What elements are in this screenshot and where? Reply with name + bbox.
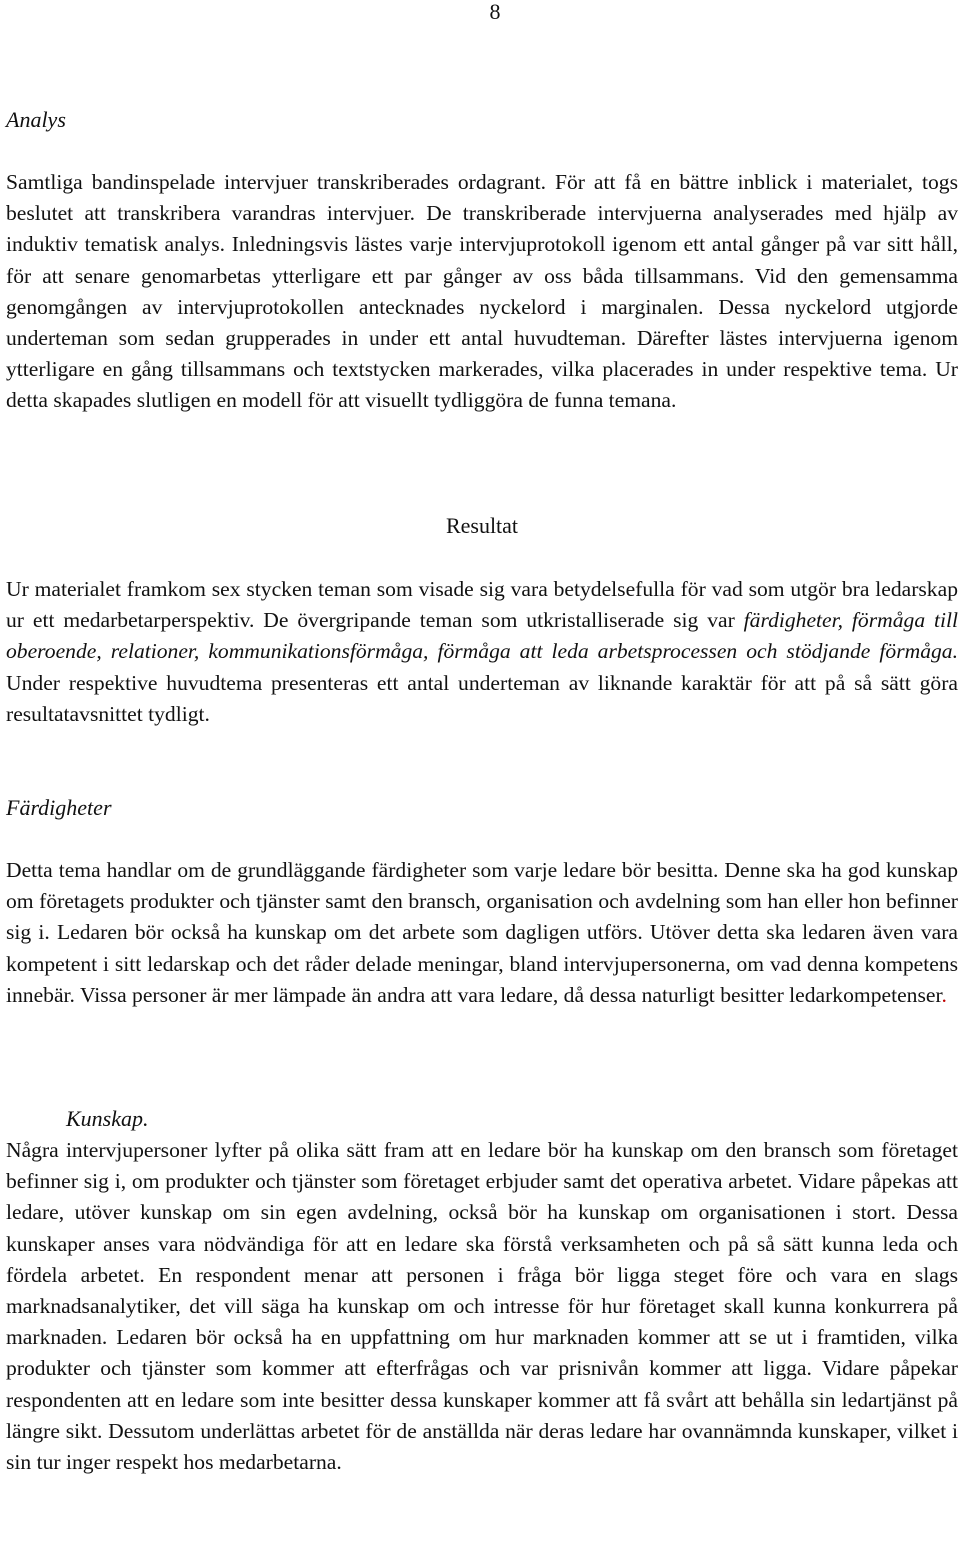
fardigheter-text: Detta tema handlar om de grundläggande färdigheter som varje ledare bör besitta. Denne ska ha god kunskap om företagets produkter och tjänster samt den bransch, organisation och avdelning som han eller hon befinner sig i. Ledaren bör också ha kunskap om det arbete som dagligen utförs. Utöver detta ska ledaren även vara kompetent i sitt ledarskap och det råder delade meningar, bland intervjupersonerna, om vad denna kompetens innebär. Vissa personer är mer lämpade än andra att vara ledare, då dessa naturligt besitter ledarkompetenser bbox=[6, 858, 958, 1007]
fardigheter-trailing-dot: . bbox=[941, 982, 947, 1007]
heading-analys: Analys bbox=[6, 107, 66, 132]
paragraph-resultat bbox=[6, 574, 958, 730]
paragraph-fardigheter bbox=[6, 855, 958, 1011]
resultat-text-end: Under respektive huvudtema presenteras ett antal underteman av liknande karaktär för att på så sätt göra resultatavsnittet tydligt. bbox=[6, 670, 958, 726]
heading-resultat-text: Resultat bbox=[445, 513, 519, 538]
page-number: 8 bbox=[489, 0, 501, 24]
paragraph-analys: Samtliga bandinspelade intervjuer transkriberades ordagrant. För att få en bättre inblick i materialet, togs beslutet att transkribera varandras intervjuer. De transkriberade intervjuerna analyserades med hjälp av induktiv tematisk analys. Inledningsvis lästes varje intervjuprotokoll igenom ett antal gånger på var sitt håll, för att senare genomarbetas ytterligare ett par gånger av oss båda tillsammans. Vid den gemensamma genomgången av intervjuprotokollen antecknades nyckelord i marginalen. Dessa nyckelord utgjorde underteman som sedan grupperades in under ett antal huvudteman. Därefter lästes intervjuerna igenom ytterligare en gång tillsammans och textstycken markerades, vilka placerades in under respektive tema. Ur detta skapades slutligen en modell för att visuellt tydliggöra de funna temana. bbox=[6, 170, 958, 413]
resultat-text-start: Ur materialet framkom sex stycken teman som visade sig vara betydelsefulla för vad som utgör bra ledarskap ur ett medarbetarperspektiv. De övergripande teman som utkristalliserade sig var bbox=[6, 577, 958, 633]
heading-resultat bbox=[6, 512, 958, 540]
paragraph-kunskap: Några intervjupersoner lyfter på olika sätt fram att en ledare bör ha kunskap om den bransch som företaget befinner sig i, om produkter och tjänster som företaget erbjuder samt det operativa arbetet. Vidare påpekas att ledare, utöver kunskap om sin egen avdelning, också bör ha kunskap om organisationen i stort. Dessa kunskaper anses vara nödvändiga för att en ledare ska förstå verksamheten och på så sätt kunna leda och fördela arbetet. En respondent menar att personen i fråga bör ligga steget före och vara en slags marknadsanalytiker, det vill säga ha kunskap om och intresse för hur företaget skall kunna konkurrera på marknaden. Ledaren bör också ha en uppfattning om hur marknaden kommer att se ut i framtiden, vilka produkter och tjänster som kommer att efterfrågas och var prisnivån kommer att ligga. Vidare påpekar respondenten att en ledare som inte besitter dessa kunskaper kommer att få svårt att behålla sin ledartjänst på längre sikt. Dessutom underlättas arbetet för de anställda när deras ledare har ovannämnda kunskaper, vilket i sin tur inger respekt hos medarbetarna. bbox=[6, 1138, 958, 1475]
heading-fardigheter: Färdigheter bbox=[6, 795, 112, 820]
resultat-themes-italic: färdigheter, förmåga till oberoende, relationer, kommunikationsförmåga, förmåga att leda arbetsprocessen och stödjande förmåga. bbox=[6, 608, 958, 664]
heading-kunskap: Kunskap. bbox=[66, 1106, 149, 1131]
